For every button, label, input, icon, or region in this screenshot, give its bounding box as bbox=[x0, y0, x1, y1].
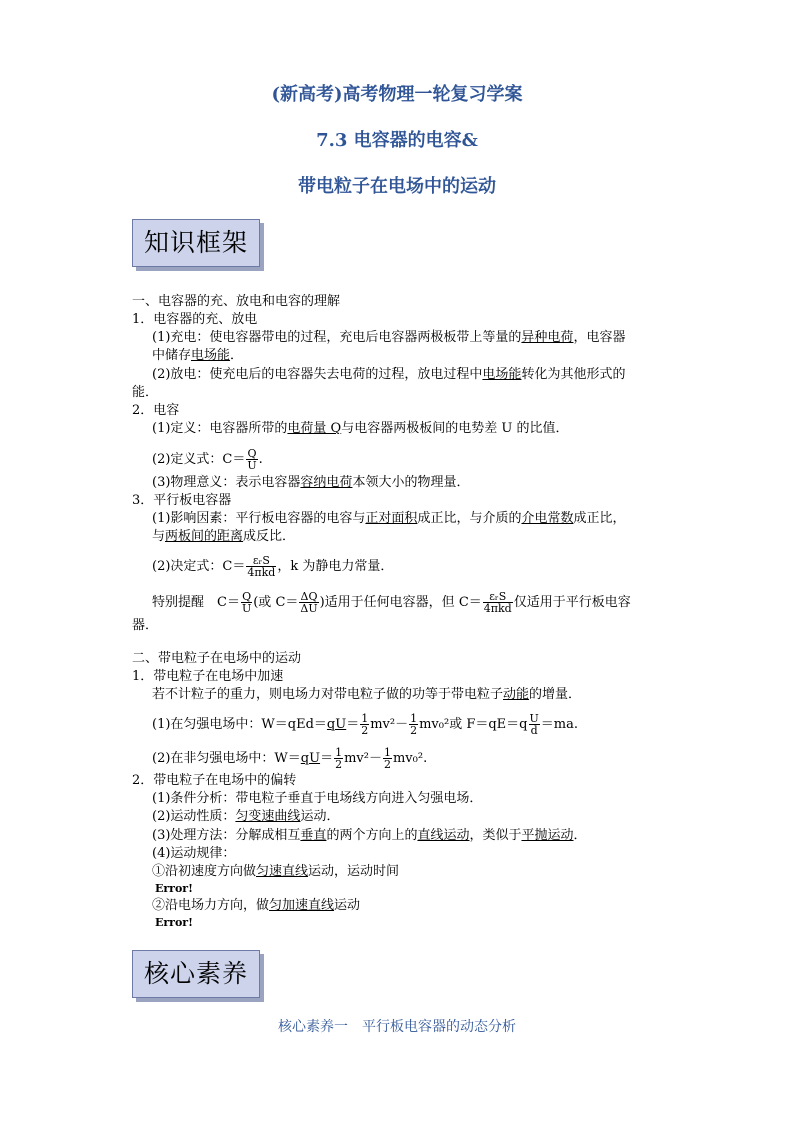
condition-line: (1)条件分析：带电粒子垂直于电场线方向进入匀强电场． bbox=[152, 791, 483, 806]
core-subheading: 核心素养一 平行板电容器的动态分析 bbox=[278, 1019, 516, 1035]
nonuniform-field-formula: (2)在非匀强电场中：W＝qU＝ $\frac{1}{2}$ mv²－ $\frac{1}{2}$ mv₀². bbox=[152, 746, 428, 771]
accel-intro: 若不计粒子的重力，则电场力对带电粒子做的功等于带电粒子动能的增量． bbox=[152, 687, 582, 702]
doc-title: (新高考)高考物理一轮复习学案 bbox=[271, 84, 523, 105]
determinant-formula: (2)决定式：C＝ $\frac{\text{εᵣS}}{\text{4πkd}}$ ，k 为静电力常量． bbox=[152, 554, 394, 579]
section1-heading: 一、电容器的充、放电和电容的理解 bbox=[132, 294, 341, 309]
knowledge-banner: 知识框架 bbox=[132, 219, 260, 267]
definition-line: (1)定义：电容器所带的电荷量 Q与电容器两极板间的电势差 U 的比值． bbox=[152, 421, 569, 436]
discharge-line: (2)放电：使充电后的电容器失去电荷的过程，放电过程中电场能转化为其他形式的 bbox=[152, 367, 626, 382]
discharge-line2: 能． bbox=[132, 385, 159, 400]
error-2: Error! bbox=[155, 916, 193, 929]
lesson-subtitle: 带电粒子在电场中的运动 bbox=[298, 176, 496, 197]
influence-line2: 与两板间的距离成反比． bbox=[152, 529, 296, 544]
special-note-2: 器． bbox=[132, 618, 159, 633]
law-line: (4)运动规律： bbox=[152, 846, 236, 861]
s1-sub1: 1．电容器的充、放电 bbox=[132, 312, 258, 327]
s1-sub3: 3．平行板电容器 bbox=[132, 493, 232, 508]
physical-meaning: (3)物理意义：表示电容器容纳电荷本领大小的物理量． bbox=[152, 475, 470, 490]
lesson-title: 7.3 电容器的电容& bbox=[316, 130, 478, 151]
motion-line: (2)运动性质：匀变速曲线运动． bbox=[152, 809, 340, 824]
uniform-field-formula: (1)在匀强电场中：W＝qEd＝qU＝ $\frac{1}{2}$ mv²－ $\frac{1}{2}$ mv₀²或 F＝qE＝q $\frac{U}{d}$ ＝ma. bbox=[152, 712, 578, 737]
core-banner: 核心素养 bbox=[132, 950, 260, 998]
s2-sub2: 2．带电粒子在电场中的偏转 bbox=[132, 773, 297, 788]
method-line: (3)处理方法：分解成相互垂直的两个方向上的直线运动，类似于平抛运动． bbox=[152, 828, 587, 843]
section2-heading: 二、带电粒子在电场中的运动 bbox=[132, 651, 302, 666]
influence-line: (1)影响因素：平行板电容器的电容与正对面积成正比，与介质的介电常数成正比， bbox=[152, 511, 626, 526]
error-1: Error! bbox=[155, 882, 193, 895]
law-item-1: ①沿初速度方向做匀速直线运动，运动时间 bbox=[152, 864, 400, 879]
charge-line2: 中储存电场能． bbox=[152, 348, 244, 363]
charge-line: (1)充电：使电容器带电的过程，充电后电容器两极板带上等量的异种电荷，电容器 bbox=[152, 330, 626, 345]
definition-formula: (2)定义式：C＝ $\frac{Q}{U}$ . bbox=[152, 447, 263, 472]
s1-sub2: 2．电容 bbox=[132, 403, 180, 418]
special-note: 特别提醒 C＝ $\frac{Q}{U}$ (或 C＝ $\frac{\Delta Q}{\Delta U}$ )适用于任何电容器，但 C＝ $\frac{\text{εᵣS}}{\text{4πkd}}$ 仅适用于平行板电容 bbox=[152, 590, 631, 615]
law-item-2: ②沿电场力方向，做匀加速直线运动 bbox=[152, 898, 361, 913]
s2-sub1: 1．带电粒子在电场中加速 bbox=[132, 669, 284, 684]
